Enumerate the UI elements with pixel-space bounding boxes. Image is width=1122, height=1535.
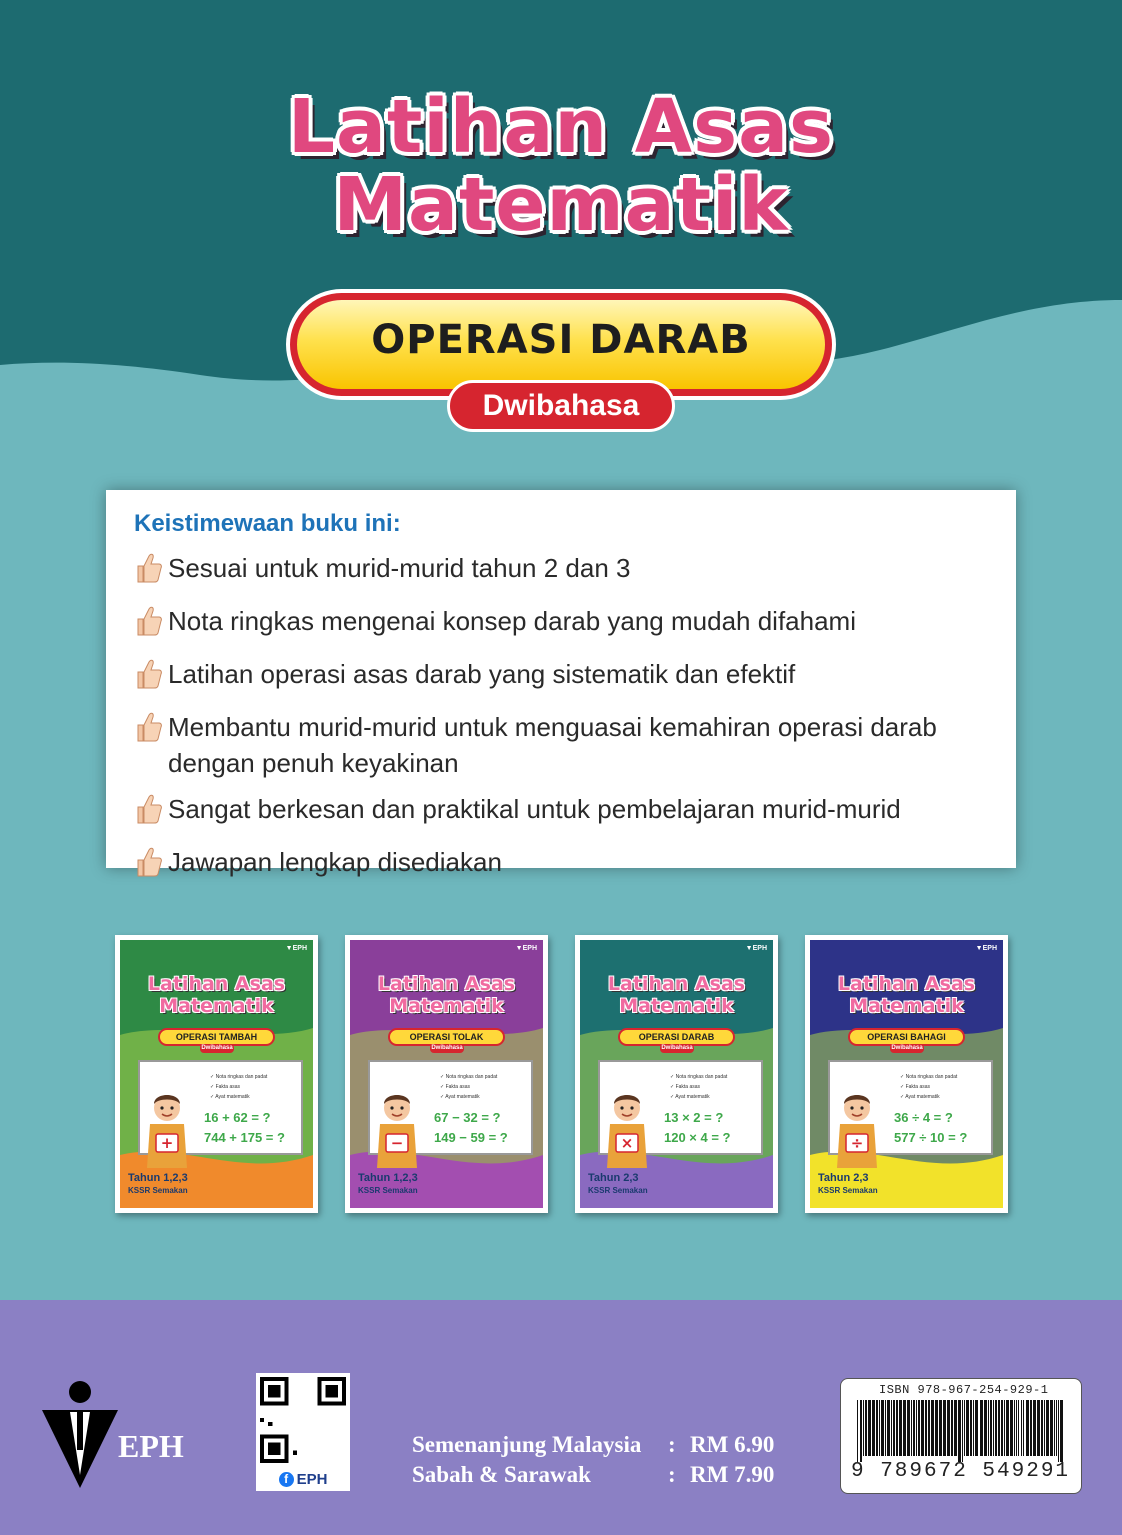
svg-text:−: − (390, 1134, 404, 1152)
book-title-line1: Latihan Asas (607, 973, 746, 995)
feature-item (134, 550, 990, 593)
book-equation: 13 × 2 = ? (664, 1110, 724, 1125)
barcode-icon (851, 1400, 1071, 1462)
book-equation: 16 + 62 = ? (204, 1110, 271, 1125)
book-title-line2: Matematik (619, 995, 734, 1017)
book-cover-art (350, 940, 543, 1208)
child-illustration-icon (372, 1090, 422, 1168)
book-year: Tahun 2,3 (588, 1172, 639, 1184)
book-bullet: ✓ Fakta asas (210, 1084, 241, 1090)
book-bullet: ✓ Nota ringkas dan padat (900, 1074, 958, 1080)
price-value: RM 6.90 (690, 1432, 775, 1457)
barcode-number: 9 789672 549291 (851, 1460, 1071, 1483)
book-title-line2: Matematik (333, 162, 789, 248)
book-year: Tahun 2,3 (818, 1172, 869, 1184)
book-operation: OPERASI BAHAGI (848, 1028, 965, 1046)
features-list (134, 550, 990, 887)
book-operation: OPERASI TAMBAH (158, 1028, 275, 1046)
book-title-line2: Matematik (849, 995, 964, 1017)
book-kssr: KSSR Semakan (588, 1186, 648, 1195)
svg-text:÷: ÷ (850, 1134, 864, 1152)
facebook-link[interactable] (256, 1467, 350, 1491)
svg-text:+: + (160, 1134, 174, 1152)
subtitle-text: OPERASI DARAB (371, 316, 751, 363)
thumbs-up-icon (134, 603, 168, 646)
book-title-line1: Latihan Asas (147, 973, 286, 995)
price-separator: : (668, 1462, 676, 1487)
price-separator: : (668, 1432, 676, 1457)
thumbs-up-icon (134, 709, 168, 752)
child-illustration-icon (832, 1090, 882, 1168)
price-region: Semenanjung Malaysia (412, 1432, 642, 1457)
book-bullet: ✓ Nota ringkas dan padat (440, 1074, 498, 1080)
book-publisher-logo: ▼EPH (285, 945, 307, 952)
book-kssr: KSSR Semakan (128, 1186, 188, 1195)
book-bullet: ✓ Fakta asas (440, 1084, 471, 1090)
bilingual-tag: Dwibahasa (447, 380, 675, 432)
thumbs-up-icon (134, 550, 168, 593)
feature-item (134, 791, 990, 834)
svg-text:×: × (620, 1134, 634, 1152)
book-equation: 120 × 4 = ? (664, 1130, 731, 1145)
feature-text: Nota ringkas mengenai konsep darab yang mudah difahami (168, 606, 856, 636)
child-illustration-icon (602, 1090, 652, 1168)
isbn-barcode-box (840, 1378, 1082, 1494)
book-tag: Dwibahasa (431, 1045, 463, 1051)
book-year: Tahun 1,2,3 (358, 1172, 418, 1184)
book-kssr: KSSR Semakan (818, 1186, 878, 1195)
feature-text: Sesuai untuk murid-murid tahun 2 dan 3 (168, 553, 631, 583)
book-title-line1: Latihan Asas (377, 973, 516, 995)
book-title-line2: Matematik (389, 995, 504, 1017)
book-equation: 577 ÷ 10 = ? (894, 1130, 968, 1145)
book-bullet: ✓ Ayat matematik (440, 1094, 480, 1100)
price-region: Sabah & Sarawak (412, 1462, 591, 1487)
feature-text: Latihan operasi asas darab yang sistematik dan efektif (168, 659, 796, 689)
price-row (412, 1430, 774, 1460)
series-book-cover[interactable] (805, 935, 1008, 1213)
book-year: Tahun 1,2,3 (128, 1172, 188, 1184)
thumbs-up-icon (134, 844, 168, 887)
isbn-label: ISBN 978-967-254-929-1 (879, 1383, 1049, 1397)
book-equation: 744 + 175 = ? (204, 1130, 285, 1145)
price-value: RM 7.90 (690, 1462, 775, 1487)
book-cover-art (120, 940, 313, 1208)
book-equation: 149 − 59 = ? (434, 1130, 508, 1145)
series-book-cover[interactable] (115, 935, 318, 1213)
book-publisher-logo: ▼EPH (745, 945, 767, 952)
book-publisher-logo: ▼EPH (975, 945, 997, 952)
qr-code[interactable] (256, 1373, 350, 1467)
series-books (0, 935, 1122, 1215)
book-cover-art (580, 940, 773, 1208)
book-cover-art (810, 940, 1003, 1208)
book-equation: 67 − 32 = ? (434, 1110, 501, 1125)
child-illustration-icon (142, 1090, 192, 1168)
book-tag: Dwibahasa (661, 1045, 693, 1051)
book-bullet: ✓ Ayat matematik (670, 1094, 710, 1100)
book-bullet: ✓ Ayat matematik (210, 1094, 250, 1100)
book-bullet: ✓ Fakta asas (670, 1084, 701, 1090)
book-kssr: KSSR Semakan (358, 1186, 418, 1195)
feature-item (134, 709, 990, 781)
book-title-line1: Latihan Asas (287, 84, 835, 170)
book-publisher-logo: ▼EPH (515, 945, 537, 952)
price-row (412, 1460, 774, 1490)
book-bullet: ✓ Nota ringkas dan padat (210, 1074, 268, 1080)
publisher-name: EPH (118, 1428, 184, 1464)
feature-item (134, 844, 990, 887)
feature-text: Jawapan lengkap disediakan (168, 847, 502, 877)
book-equation: 36 ÷ 4 = ? (894, 1110, 953, 1125)
feature-item (134, 603, 990, 646)
book-title-line1: Latihan Asas (837, 973, 976, 995)
price-list (412, 1430, 774, 1490)
series-book-cover[interactable] (575, 935, 778, 1213)
book-bullet: ✓ Ayat matematik (900, 1094, 940, 1100)
book-operation: OPERASI TOLAK (388, 1028, 505, 1046)
thumbs-up-icon (134, 791, 168, 834)
feature-item (134, 656, 990, 699)
feature-text: Membantu murid-murid untuk menguasai kemahiran operasi darab dengan penuh keyakinan (168, 712, 937, 778)
book-bullet: ✓ Fakta asas (900, 1084, 931, 1090)
book-operation: OPERASI DARAB (618, 1028, 735, 1046)
facebook-label: EPH (296, 1470, 328, 1488)
thumbs-up-icon (134, 656, 168, 699)
book-tag: Dwibahasa (201, 1045, 233, 1051)
book-bullet: ✓ Nota ringkas dan padat (670, 1074, 728, 1080)
facebook-icon: f (279, 1472, 294, 1487)
features-heading: Keistimewaan buku ini: (134, 510, 401, 537)
book-tag: Dwibahasa (891, 1045, 923, 1051)
feature-text: Sangat berkesan dan praktikal untuk pembelajaran murid-murid (168, 794, 901, 824)
features-panel (106, 490, 1016, 877)
book-title-line2: Matematik (159, 995, 274, 1017)
series-book-cover[interactable] (345, 935, 548, 1213)
